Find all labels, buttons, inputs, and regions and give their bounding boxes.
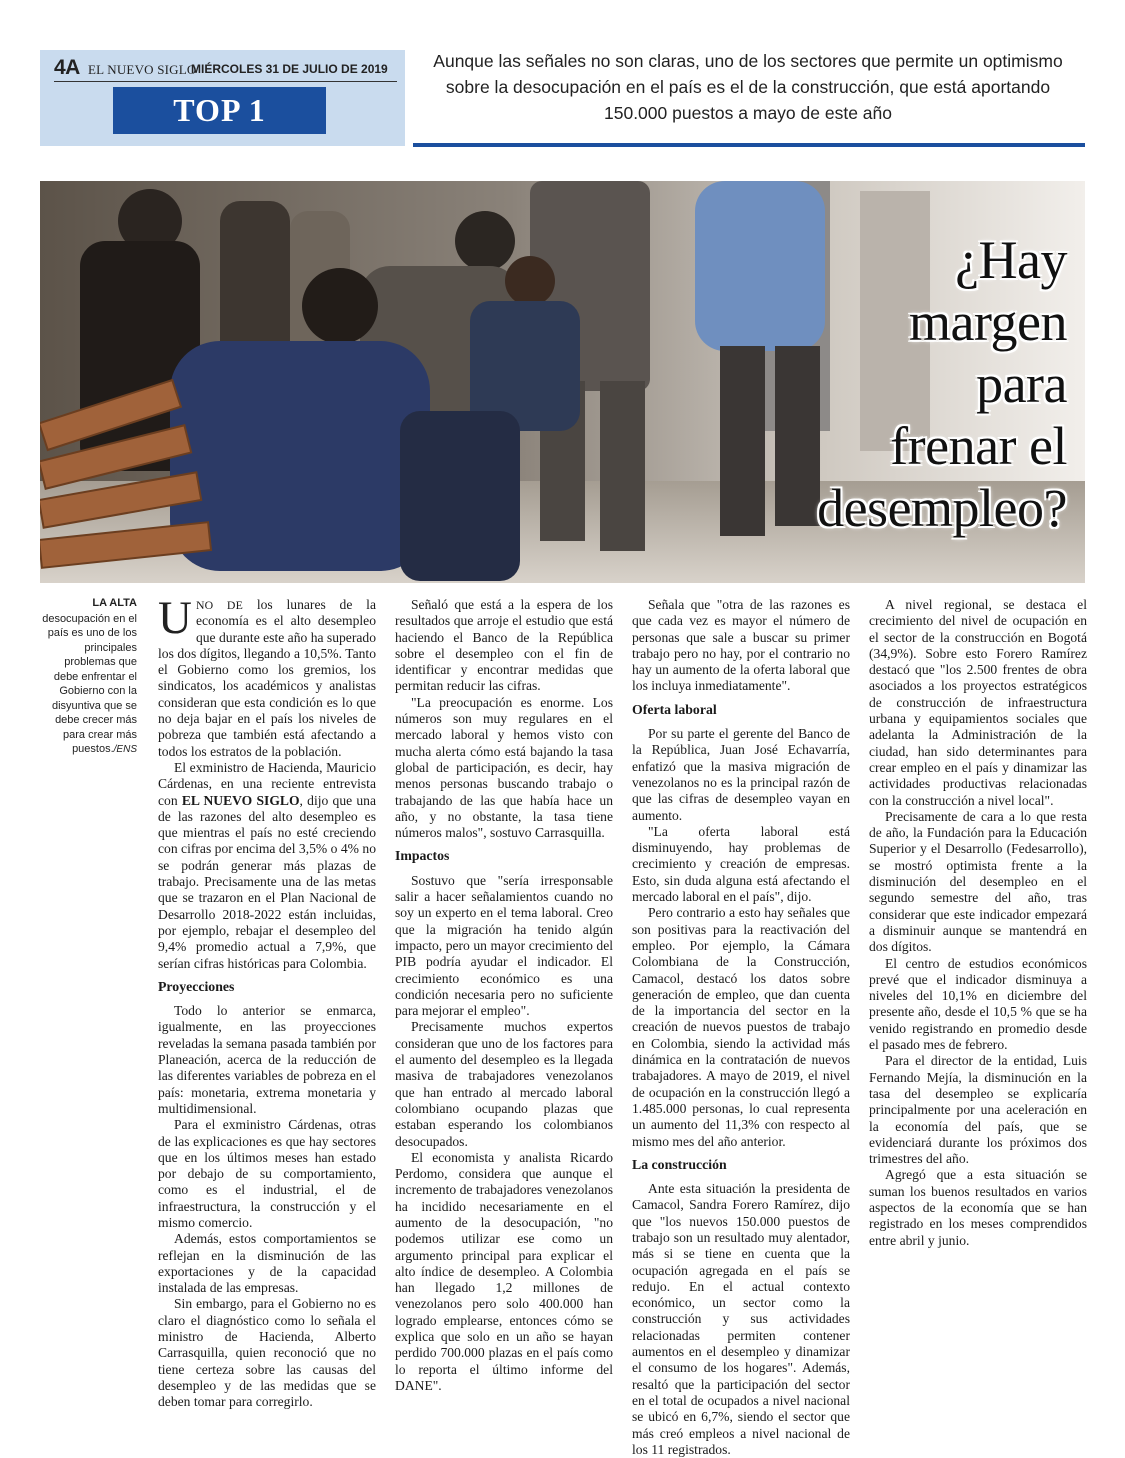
- subheading: Impactos: [395, 848, 450, 864]
- caption-title: LA ALTA: [92, 597, 137, 609]
- article-paragraph: Además, estos comportamientos se reflejan en la disminución de las exportaciones y de la capacidad instalada de las empresas.: [158, 1231, 376, 1296]
- headline: [817, 229, 1067, 539]
- article-paragraph: Precisamente muchos expertos consideran que uno de los factores para el aumento del desempleo es la llegada masiva de trabajadores venezolanos que han entrado al mercado laboral colombiano ocupando plazas que estaban esperando los colombianos desocupados.: [395, 1019, 613, 1149]
- photo-caption: [40, 596, 137, 758]
- headline-line: desempleo?: [817, 478, 1067, 538]
- deck-divider: [413, 143, 1085, 147]
- article-deck: Aunque las señales no son claras, uno de los sectores que permite un optimismo sobre la desocupación en el país es el de la construcción, que está aportando 150.000 puestos a mayo de este año: [433, 51, 1063, 123]
- headline-line: ¿Hay: [955, 230, 1067, 290]
- article-paragraph: El economista y analista Ricardo Perdomo, considera que aunque el incremento de trabajadores venezolanos ha incidido necesariamente en el aumento de la desocupación, "no podemos utilizar ese como un argumento principal para explicar el alto índice de desempleo. A Colombia han llegado 1,2 millones de venezolanos pero solo 400.000 han logrado emplearse, entonces cómo se explica que solo en un año se hayan perdido 700.000 plazas en el país como lo reporta el último informe del DANE".: [395, 1149, 613, 1393]
- article-paragraph: El exministro de Hacienda, Mauricio Cárdenas, en una reciente entrevista con EL NUEVO SIGLO, dijo que una de las razones del alto desempleo es que mientras el país no esté creciendo con cifras por encima del 3,5% o 4% no se podrán generar más plazas de trabajo. Precisamente una de las metas que se trazaron en el Plan Nacional de Desarrollo 2018-2022 están incluidas, por ejemplo, rebajar el desempleo del 9,4% promedio actual a 7,9%, que serían cifras históricas para Colombia.: [158, 759, 376, 971]
- subheading: Oferta laboral: [632, 701, 717, 717]
- article-column-4: [869, 597, 1087, 1249]
- article-paragraph: Para el exministro Cárdenas, otras de las explicaciones es que hay sectores que en los últimos meses han estado por debajo de su comportamiento, como es el industrial, el de infraestructura, la construcción y el mismo comercio.: [158, 1117, 376, 1230]
- article-paragraph: UNO DE los lunares de la economía es el alto desempleo que durante este año ha superado los dos dígitos, llegando a 10,5%. Tanto el Gobierno como los gremios, los sindicatos, los académicos y analistas consideran que esta condición es lo que no deja bajar en el país los niveles de pobreza que también está afectando a todos los estratos de la población.: [158, 592, 376, 759]
- drop-cap: U: [158, 592, 192, 644]
- section-badge: TOP 1: [113, 87, 326, 134]
- article-paragraph: Para el director de la entidad, Luis Fernando Mejía, la disminución en la tasa del desempleo se explicaría principalmente por una aceleración en la economía del país, que se evidenciará durante los próximos dos trimestres del año.: [869, 1053, 1087, 1167]
- page-number: 4A: [54, 56, 80, 79]
- article-paragraph: "La preocupación es enorme. Los números son muy regulares en el mercado laboral y hemos visto con mucha alerta cómo está bajando la tasa global de participación, es decir, hay menos personas buscando trabajo o trabajando de las que había hace un año, y no obstante, la tasa tiene números malos", sostuvo Carrasquilla.: [395, 694, 613, 841]
- article-paragraph: Por su parte el gerente del Banco de la República, Juan José Echavarría, enfatizó que la masiva migración de venezolanos no es la principal razón de que las cifras de desempleo vayan en aumento.: [632, 726, 850, 823]
- newspaper-mention: EL NUEVO SIGLO: [181, 792, 300, 808]
- article-paragraph: Agregó que a esta situación se suman los buenos resultados en varios aspectos de la economía que se han registrado en los meses comprendidos entre abril y junio.: [869, 1167, 1087, 1248]
- article-paragraph: Señala que "otra de las razones es que cada vez es mayor el número de personas que sale a buscar su primer trabajo pero no hay, por el contrario no hay un aumento de la oferta laboral que los incluya inmediatamente".: [632, 597, 850, 694]
- article-paragraph: El centro de estudios económicos prevé que el indicador disminuya a niveles del 10,1% en diciembre del presente año, desde el 10,5 % que se ha venido registrando en promedio desde el pasado mes de febrero.: [869, 955, 1087, 1053]
- article-paragraph: Sin embargo, para el Gobierno no es claro el diagnóstico como lo señala el ministro de Hacienda, Alberto Carrasquilla, quien reconoció que no tiene certeza sobre las causas del desempleo y de las medidas que se deben tomar para corregirlo.: [158, 1296, 376, 1410]
- header-divider: [54, 81, 397, 82]
- article-paragraph: Sostuvo que "sería irresponsable salir a hacer señalamientos cuando no soy un experto en el tema laboral. Creo que la migración ha tenido algún impacto, pero un mayor crecimiento del PIB podría ayudar el indicador. El crecimiento económico es una condición necesaria pero no suficiente para mejorar el empleo".: [395, 872, 613, 1019]
- issue-date: MIÉRCOLES 31 DE JULIO DE 2019: [191, 62, 388, 76]
- subheading: La construcción: [632, 1156, 727, 1172]
- article-paragraph: Señaló que está a la espera de los resultados que arroje el estudio que está haciendo el Banco de la República sobre el desempleo con el fin de identificar y encontrar medidas que permitan reducir las cifras.: [395, 597, 613, 694]
- article-paragraph: A nivel regional, se destaca el crecimiento del nivel de ocupación en el sector de la construcción en Bogotá (34,9%). Sobre esto Forero Ramírez destacó que "los 2.500 frentes de obra asociados a los proyectos estratégicos de construcción de infraestructura urbana y equipamientos sociales que adelanta la Administración de la ciudad, han sido determinantes para crear empleo en el país y dinamizar las actividades productivas relacionadas con la construcción a nivel local".: [869, 597, 1087, 808]
- caption-text: desocupación en el país es uno de los principales problemas que debe enfrentar el Gobierno con la disyuntiva que se debe crecer más para crear más puestos.: [42, 612, 137, 755]
- article-paragraph: "La oferta laboral está disminuyendo, hay problemas de crecimiento y creación de empresas. Esto, sin duda alguna está afectando el mercado laboral en el país", dijo.: [632, 823, 850, 905]
- lead-caps: NO DE: [195, 598, 244, 612]
- subheading: Proyecciones: [158, 978, 235, 994]
- article-column-3: [632, 597, 850, 1458]
- headline-line: frenar el: [890, 416, 1067, 476]
- headline-line: para: [976, 354, 1067, 414]
- caption-credit: /ENS: [113, 744, 137, 755]
- article-column-1: [158, 592, 376, 1411]
- newspaper-name: EL NUEVO SIGLO: [88, 62, 197, 77]
- article-paragraph: Todo lo anterior se enmarca, igualmente, en las proyecciones reveladas la semana pasada también por Planeación, acerca de la reducción de las diferentes variables de pobreza en el país: monetaria, extrema monetaria y multidimensional.: [158, 1003, 376, 1116]
- headline-line: margen: [909, 292, 1067, 352]
- article-photo: [40, 181, 1085, 583]
- article-paragraph: Ante esta situación la presidenta de Camacol, Sandra Forero Ramírez, dijo que "los nuevos 150.000 puestos de trabajo son un resultado muy alentador, más si se tiene en cuenta que la ocupación agregada en el país se redujo. En el actual contexto económico, un sector como la construcción y sus actividades relacionadas permiten contener aumentos en el desempleo y dinamizar el consumo de los hogares". Además, resaltó que la participación del sector en el total de ocupados a nivel nacional se ubicó en 6,7%, siendo el sector que más creó empleos a nivel nacional de los 11 registrados.: [632, 1181, 850, 1457]
- article-paragraph: Pero contrario a esto hay señales que son positivas para la reactivación del empleo. Por ejemplo, la Cámara Colombiana de la Construcción, Camacol, destacó los datos sobre generación de empleo, que dan cuenta de la importancia del sector en la creación de nuevos puestos de trabajo en Colombia, siendo la actividad más dinámica en la contratación de nuevos trabajadores. A mayo de 2019, el nivel de ocupación en la construcción llegó a 1.485.000 personas, lo cual representa un aumento del 11,3% con respecto al mismo mes del año anterior.: [632, 905, 850, 1149]
- article-column-2: [395, 597, 613, 1394]
- article-paragraph: Precisamente de cara a lo que resta de año, la Fundación para la Educación Superior y el Desarrollo (Fedesarrollo), se mostró optimista frente a la disminución del desempleo en el segundo semestre del año, tras considerar que este indicador empezará a disminuir aunque se mantendrá en dos dígitos.: [869, 808, 1087, 955]
